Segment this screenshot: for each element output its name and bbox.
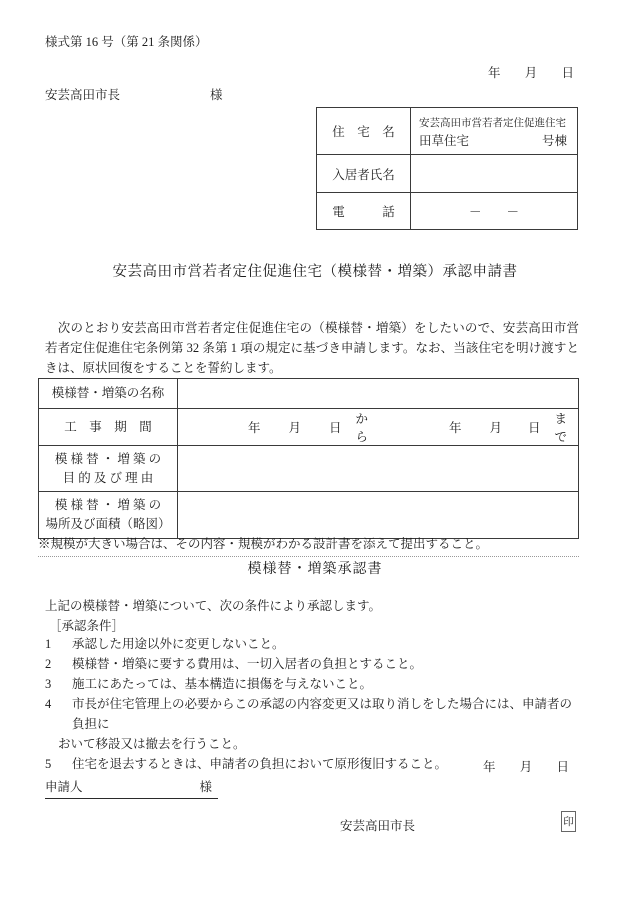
period-day-to-label: 日 bbox=[528, 421, 541, 435]
period-year-from-label: 年 bbox=[248, 421, 261, 435]
condition-text: 施工にあたっては、基本構造に損傷を与えないこと。 bbox=[72, 677, 373, 691]
approval-intro: 上記の模様替・増築について、次の条件により承認します。 bbox=[45, 599, 382, 613]
condition-item-2 bbox=[45, 654, 579, 674]
condition-item-1 bbox=[45, 634, 579, 654]
date-month-label: 月 bbox=[519, 760, 533, 774]
resident-name-field bbox=[411, 155, 577, 192]
location-area-label-line1: 模 様 替 ・ 増 築 の bbox=[54, 498, 162, 512]
addressee-line bbox=[45, 85, 223, 103]
condition-item-4 bbox=[45, 694, 579, 734]
date-line-top bbox=[488, 63, 574, 81]
condition-item-3 bbox=[45, 674, 579, 694]
addressee-honorific: 様 bbox=[210, 88, 223, 102]
form-number: 様式第 16 号（第 21 条関係） bbox=[45, 35, 208, 49]
scale-note: ※規模が大きい場合は、その内容・規模がわかる設計書を添えて提出すること。 bbox=[38, 534, 579, 557]
date-day-label: 日 bbox=[561, 66, 574, 80]
condition-number: 4 bbox=[45, 697, 52, 711]
applicant-label: 申請人 bbox=[45, 780, 83, 794]
construction-period-field bbox=[178, 409, 579, 446]
condition-text: 承認した用途以外に変更しないこと。 bbox=[72, 637, 285, 651]
date-year-label: 年 bbox=[488, 66, 501, 80]
approval-heading: 模様替・増築承認書 bbox=[247, 562, 383, 577]
condition-number: 1 bbox=[45, 637, 52, 651]
period-month-from-label: 月 bbox=[288, 421, 302, 435]
table-row-purpose bbox=[39, 446, 579, 492]
phone-field: － － bbox=[468, 205, 519, 219]
purpose-reason-field bbox=[178, 446, 579, 492]
construction-period-label: 工 事 期 間 bbox=[39, 409, 178, 446]
applicant-signature-line bbox=[45, 777, 218, 799]
table-row-location bbox=[39, 492, 579, 539]
period-to-label: まで bbox=[554, 412, 568, 444]
location-area-label bbox=[39, 492, 178, 539]
date-month-label: 月 bbox=[524, 66, 538, 80]
housing-name-value bbox=[411, 108, 577, 154]
housing-name-value-line2 bbox=[411, 130, 577, 151]
condition-number: 5 bbox=[45, 757, 52, 771]
addressee-name: 安芸高田市長 bbox=[45, 88, 121, 102]
condition-number: 2 bbox=[45, 657, 52, 671]
condition-number: 3 bbox=[45, 677, 52, 691]
housing-name-unit-label: 号棟 bbox=[541, 133, 567, 148]
remodel-name-field bbox=[178, 379, 579, 409]
date-day-label: 日 bbox=[556, 760, 569, 774]
housing-name-estate: 田草住宅 bbox=[419, 133, 470, 148]
purpose-reason-label-line1: 模 様 替 ・ 増 築 の bbox=[54, 451, 162, 466]
period-day-from-label: 日 bbox=[329, 421, 342, 435]
housing-name-label: 住 宅 名 bbox=[317, 108, 411, 154]
table-row-period bbox=[39, 409, 579, 446]
purpose-reason-label-line2: 目 的 及 び 理 由 bbox=[62, 470, 154, 485]
document-title: 安芸高田市営若者定住促進住宅（模様替・増築）承認申請書 bbox=[112, 264, 518, 280]
approval-conditions-list bbox=[45, 634, 579, 774]
condition-text: 模様替・増築に要する費用は、一切入居者の負担とすること。 bbox=[72, 657, 423, 671]
table-row-name bbox=[39, 379, 579, 409]
seal-placeholder: 印 bbox=[561, 811, 576, 832]
housing-name-row bbox=[317, 108, 577, 155]
date-year-label: 年 bbox=[483, 760, 496, 774]
application-detail-table bbox=[38, 378, 579, 539]
phone-row bbox=[317, 193, 577, 229]
housing-name-value-line1: 安芸高田市営若者定住促進住宅 bbox=[419, 117, 566, 129]
period-month-to-label: 月 bbox=[489, 421, 503, 435]
condition-text: 市長が住宅管理上の必要からこの承認の内容変更又は取り消しをした場合には、申請者の負担に bbox=[72, 697, 573, 731]
location-area-label-line2: 場所及び面積（略図） bbox=[45, 517, 171, 531]
date-line-bottom bbox=[483, 757, 569, 775]
applicant-honorific: 様 bbox=[199, 780, 212, 794]
approval-conditions-label: ［承認条件］ bbox=[49, 619, 125, 633]
location-area-field bbox=[178, 492, 579, 539]
resident-name-row bbox=[317, 155, 577, 193]
remodel-name-label: 模様替・増築の名称 bbox=[39, 379, 178, 409]
housing-info-table bbox=[316, 107, 578, 230]
period-year-to-label: 年 bbox=[449, 421, 462, 435]
period-from-label: から bbox=[355, 412, 369, 444]
mayor-signature-label: 安芸高田市長 bbox=[340, 819, 416, 833]
condition-text: 住宅を退去するときは、申請者の負担において原形復旧すること。 bbox=[72, 757, 448, 771]
phone-label: 電 話 bbox=[317, 193, 411, 229]
condition-item-4-continuation: おいて移設又は撤去を行うこと。 bbox=[58, 737, 246, 751]
resident-name-label: 入居者氏名 bbox=[317, 155, 411, 192]
purpose-reason-label bbox=[39, 446, 178, 492]
application-statement: 次のとおり安芸高田市営若者定住促進住宅の（模様替・増築）をしたいので、安芸高田市営若者定住促進住宅条例第 32 条第 1 項の規定に基づき申請します。なお、当該住宅を明け渡すときは、原状回復をすることを誓約します。 bbox=[45, 321, 579, 375]
